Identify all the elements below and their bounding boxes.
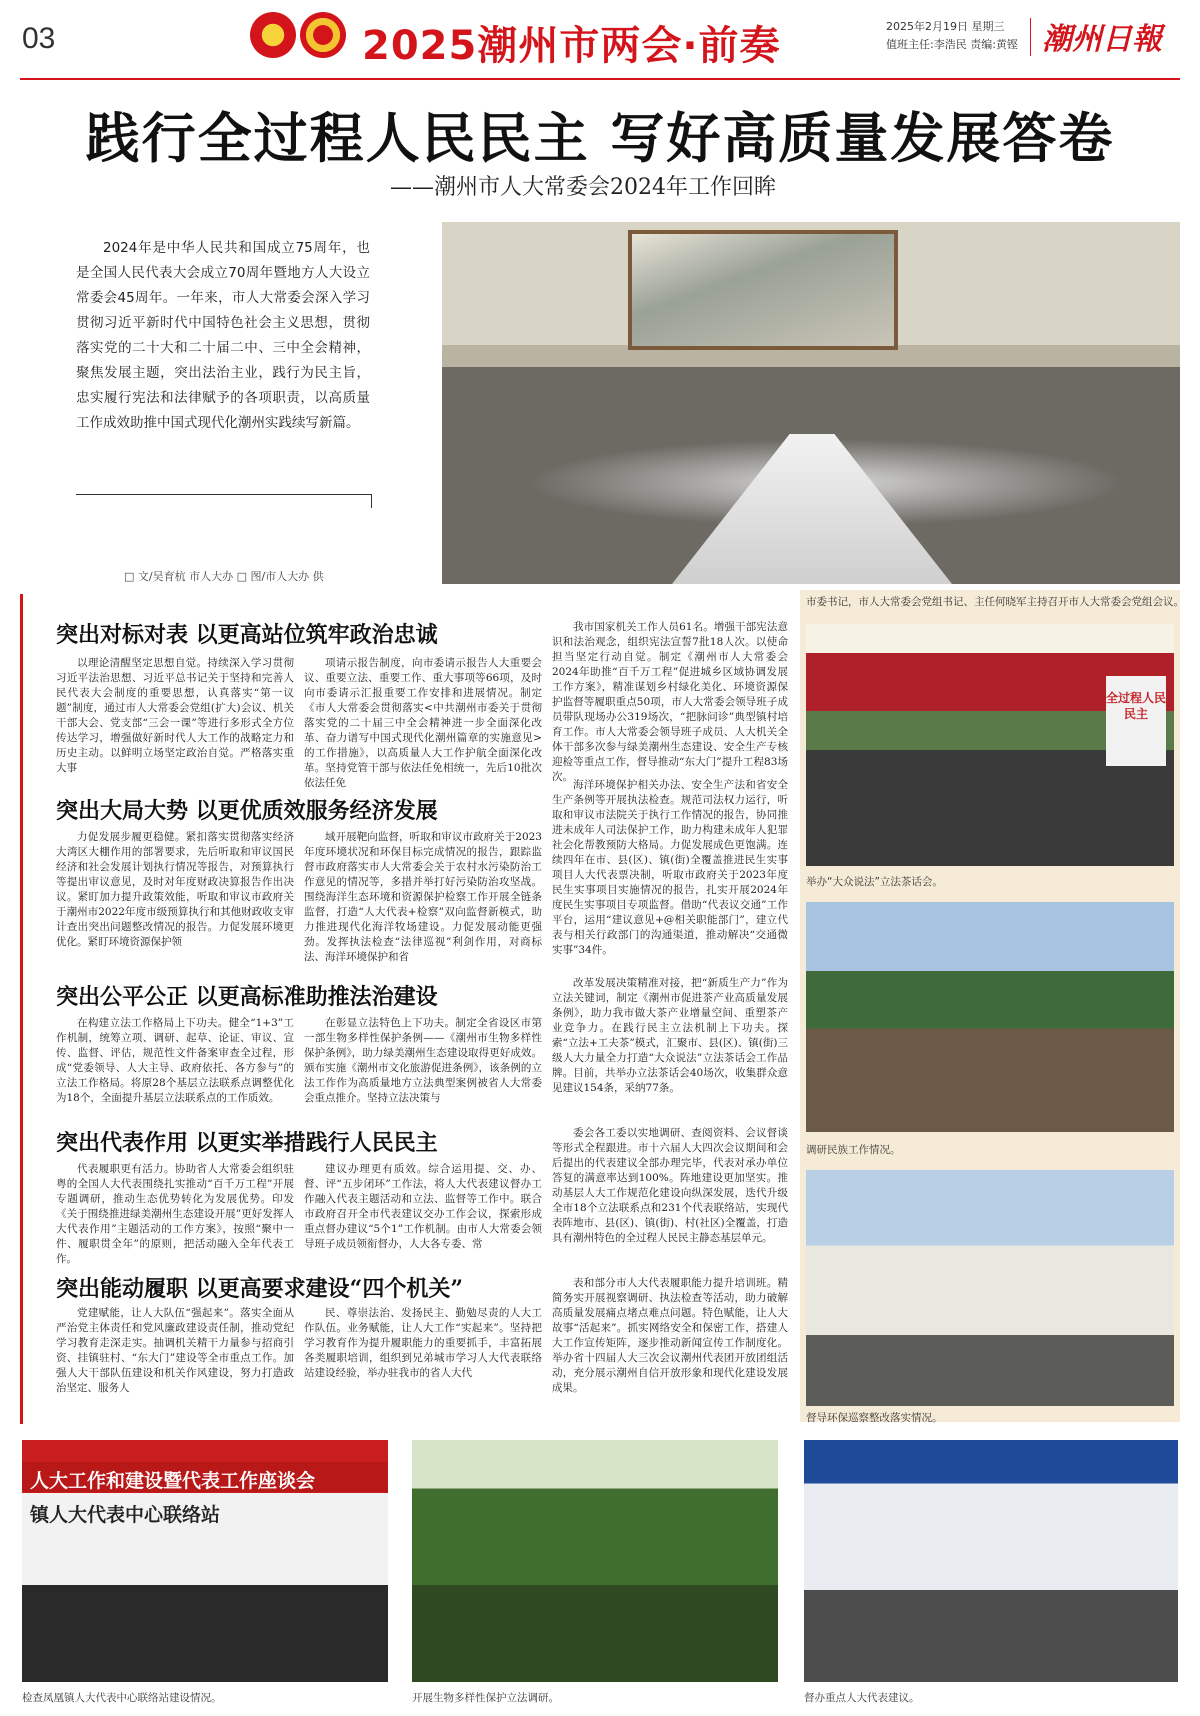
article-accent-bar bbox=[20, 594, 23, 1424]
landscape-painting bbox=[628, 230, 898, 350]
photo-deputy-suggestion bbox=[804, 1440, 1178, 1682]
national-emblem-icon bbox=[250, 12, 296, 58]
section-4-col-3: 委会各工委以实地调研、查阅资料、会议督谈等形式全程跟进。市十六届人大四次会议期间和会后提出的代表建议全部办理完毕，代表对承办单位答复的满意率达到100%。阵地建设更加坚实。推动基层人大工作规范化建设向纵深发展，迭代升级全市18个立法联系点和231个代表联络站，实现代表阵地市、县(区)、镇(街)、村(社区)全覆盖，打造具有潮州特色的全过程人民民主静态基层单元。 bbox=[552, 1127, 788, 1244]
caption-photo6: 督办重点人大代表建议。 bbox=[804, 1692, 920, 1704]
issue-editors: 值班主任:李浩民 责编:黄铿 bbox=[886, 38, 1018, 51]
section-5-col-2: 民、尊崇法治、发扬民主、勤勉尽责的人大工作队伍。业务赋能，让人大工作“实起来”。坚持把学习教育作为提升履职能力的重要抓手，丰富拓展各类履职培训，组织到兄弟城市学习人大代表联络站建设经验，举办驻我市的省人大代 bbox=[304, 1307, 542, 1379]
intro-frame-tick bbox=[371, 494, 372, 508]
photo-liaison-station bbox=[22, 1440, 388, 1682]
headline: 践行全过程人民民主 写好高质量发展答卷 bbox=[85, 106, 1115, 170]
photo-biodiversity bbox=[412, 1440, 778, 1682]
page-number: 03 bbox=[22, 22, 56, 55]
section-2-col-2: 域开展靶向监督，听取和审议市政府关于2023年度环境状况和环保目标完成情况的报告，跟踪监督市政府落实市人大常委会关于农村水污染防治工作意见的情况等，多措并举打好污染防治攻坚战。围绕海洋生态环境和资源保护检察工作开展全链条监督，打造“人大代表+检察”双向监督新模式，助力推进现代化海洋牧场建设。力促发展动能更强劲。发挥执法检查“法律巡视”利剑作用，对商标法、海洋环境保护和省 bbox=[304, 831, 542, 963]
photo-ethnic-survey bbox=[806, 902, 1174, 1132]
caption-photo2: 调研民族工作情况。 bbox=[806, 1144, 901, 1156]
photo4-board: 人大工作和建设暨代表工作座谈会 bbox=[22, 1462, 388, 1492]
section-3-title: 突出公平公正 以更高标准助推法治建设 bbox=[56, 984, 438, 1010]
section-4-col-2: 建议办理更有质效。综合运用提、交、办、督、评“五步闭环”工作法，将人大代表建议督办工作融入代表主题活动和立法、监督等工作中。联合市政府召开全市代表建议交办工作会议，探索形成重点督办建议“5个1”工作机制。由市人大常委会领导班子成员领衔督办，人大各专委、常 bbox=[304, 1163, 542, 1250]
caption-photo3: 督导环保巡察整改落实情况。 bbox=[806, 1412, 943, 1424]
section-1-col-1: 以理论清醒坚定思想自觉。持续深入学习贯彻习近平法治思想、习近平总书记关于坚持和完善人民代表大会制度的重要思想，认真落实“第一议题”制度，通过市人大常委会党组(扩大)会议、机关干部大会、党支部“三会一课”等进行多形式全方位传达学习，增强做好新时代人大工作的战略定力和历史主动。以鲜明立场坚定政治自觉。严格落实重大事 bbox=[56, 657, 294, 774]
photo1-banner: 全过程人民民主 bbox=[1106, 676, 1166, 766]
conference-table bbox=[672, 434, 952, 584]
photo4-board-sub: 镇人大代表中心联络站 bbox=[30, 1504, 221, 1526]
section-3-col-2: 在彰显立法特色上下功夫。制定全省设区市第一部生物多样性保护条例——《潮州市生物多样性保护条例》，助力绿美潮州生态建设取得更好成效。颁布实施《潮州市文化旅游促进条例》，该条例的立法工作作为高质量地方立法典型案例被省人大常委会重点推介。坚持立法决策与 bbox=[304, 1017, 542, 1104]
masthead-divider bbox=[1030, 18, 1031, 56]
caption-photo1: 举办“大众说法”立法茶话会。 bbox=[806, 876, 943, 888]
intro-paragraph: 2024年是中华人民共和国成立75周年，也是全国人民代表大会成立70周年暨地方人大设立常委会45周年。一年来，市人大常委会深入学习贯彻习近平新时代中国特色社会主义思想，贯彻落实党的二十大和二十届二中、三中全会精神，聚焦发展主题，突出法治主业，践行为民主旨，忠实履行宪法和法律赋予的各项职责，以高质量工作成效助推中国式现代化潮州实践续写新篇。 bbox=[76, 240, 370, 431]
byline: □ 文/吴育杭 市人大办 □ 图/市人大办 供 bbox=[124, 570, 324, 583]
issue-date: 2025年2月19日 星期三 bbox=[886, 20, 1005, 33]
section-3-col-1: 在构建立法工作格局上下功夫。健全“1+3”工作机制，统筹立项、调研、起草、论证、审议、宣传、监督、评估，规范性文件备案审查全过程，形成“党委领导、人大主导、政府依托、各方参与”的立法工作格局。将原28个基层立法联系点调整优化为18个，全面提升基层立法联系点的工作质效。 bbox=[56, 1017, 294, 1104]
masthead bbox=[0, 0, 1200, 88]
section-3-col-3: 改革发展决策精准对接，把“新质生产力”作为立法关键词，制定《潮州市促进茶产业高质量发展条例》，助力我市做大茶产业增量空间、重塑茶产业竞争力。在践行民主立法机制上下功夫。探索“立法+工夫茶”模式，汇聚市、县(区)、镇(街)三级人大力量全力打造“大众说法”立法茶话会工作品牌。目前，共举办立法茶话会40场次，收集群众意见建议154条，采纳77条。 bbox=[552, 977, 788, 1094]
section-4-title: 突出代表作用 以更实举措践行人民民主 bbox=[56, 1130, 438, 1156]
section-1-title: 突出对标对表 以更高站位筑牢政治忠诚 bbox=[56, 622, 438, 648]
subheadline: ——潮州市人大常委会2024年工作回眸 bbox=[390, 175, 776, 200]
photo-environment-inspection bbox=[806, 1170, 1174, 1406]
intro-frame-rule bbox=[76, 494, 372, 495]
section-5-title: 突出能动履职 以更高要求建设“四个机关” bbox=[56, 1276, 463, 1302]
section-2-col-1: 力促发展步履更稳健。紧扣落实贯彻落实经济大湾区大棚作用的部署要求，先后听取和审议国民经济和社会发展计划执行情况等报告，对预算执行等提出审议意见，及时对年度财政决算报告作出决议。紧盯加力提升政策效能，听取和审议市政府关于潮州市2022年度市级预算执行和其他财政收支审计查出突出问题整改情况的报告。力促发展环境更优化。紧盯环境资源保护领 bbox=[56, 831, 294, 948]
section-2-col-3: 海洋环境保护相关办法、安全生产法和省安全生产条例等开展执法检查。规范司法权力运行，听取和审议市法院关于执行工作情况的报告，协同推进未成年人司法保护工作，助力构建未成年人犯罪社会化帮教预防大格局。力促发展成色更饱满。连续四年在市、县(区)、镇(街)全覆盖推进民生实事项目人大代表票决制，听取市政府关于2023年度民生实事项目实施情况的报告，扎实开展2024年度民生实事项目专项监督。借助“代表议交通”工作平台，运用“建议意见+@相关职能部门”，建立代表与相关行政部门的沟通渠道，推动解决“交通微实事”34件。 bbox=[552, 779, 788, 956]
photo-law-tea-talk bbox=[806, 624, 1174, 866]
newspaper-logo: 潮州日報 bbox=[1042, 22, 1162, 57]
masthead-rule bbox=[20, 78, 1180, 80]
section-1-col-2: 项请示报告制度，向市委请示报告人大重要会议、重要立法、重要工作、重大事项等66项，及时向市委请示汇报重要工作安排和进展情况。制定《市人大常委会贯彻落实<中共潮州市委关于贯彻落实党的二十届三中全会精神进一步全面深化改革、奋力谱写中国式现代化潮州篇章的实施意见>的工作措施》，以高质量人大工作护航全面深化改革。坚持党管干部与依法任免相统一，先后10批次依法任免 bbox=[304, 657, 542, 789]
section-title: 2025潮州市两会·前奏 bbox=[362, 23, 781, 69]
section-5-col-1: 党建赋能，让人大队伍“强起来”。落实全面从严治党主体责任和党风廉政建设责任制，推动党纪学习教育走深走实。抽调机关精干力量参与招商引资、挂镇驻村、“东大门”建设等全市重点工作。加强人大干部队伍建设和机关作风建设，努力打造政治坚定、服务人 bbox=[56, 1307, 294, 1394]
cppcc-emblem-icon bbox=[300, 12, 346, 58]
section-5-col-3: 表和部分市人大代表履职能力提升培训班。精简务实开展视察调研、执法检查等活动，助力破解高质量发展痛点堵点难点问题。特色赋能，让人大故事“活起来”。抓实网络安全和保密工作，搭建人大工作宣传矩阵，逐步推动新闻宣传工作制度化。举办省十四届人大三次会议潮州代表团开放团组活动，充分展示潮州自信开放形象和现代化建设发展成果。 bbox=[552, 1277, 788, 1394]
issue-meta bbox=[886, 18, 1018, 54]
intro-box bbox=[76, 236, 372, 536]
caption-photo5: 开展生物多样性保护立法调研。 bbox=[412, 1692, 559, 1704]
caption-main-photo: 市委书记，市人大常委会党组书记、主任何晓军主持召开市人大常委会党组会议。 bbox=[806, 596, 1184, 608]
caption-photo4: 检查凤凰镇人大代表中心联络站建设情况。 bbox=[22, 1692, 222, 1704]
section-2-title: 突出大局大势 以更优质效服务经济发展 bbox=[56, 798, 438, 824]
section-4-col-1: 代表履职更有活力。协助省人大常委会组织驻粤的全国人大代表围绕扎实推动“百千万工程”开展专题调研，推动生态优势转化为发展优势。印发《关于围绕推进绿美潮州生态建设开展”更好发挥人大代表作用”主题活动的工作方案》，按照“聚中一件、履职贯全年”的原则，把活动融入全年代表工作。 bbox=[56, 1163, 294, 1265]
photo-meeting bbox=[442, 222, 1180, 584]
section-1-col-3: 我市国家机关工作人员61名。增强干部宪法意识和法治观念，组织宪法宣誓7批18人次。以使命担当坚定行动自觉。制定《潮州市人大常委会2024年助推“百千万工程”促进城乡区域协调发展工作方案》，精准谋划乡村绿化美化、环境资源保护监督等履职重点50项，市人大常委会领导班子成员带队现场办公319场次，“把脉问诊”典型镇村培育工作。市人大常委会领导班子成员、人大机关全体干部多次参与绿美潮州生态建设、安全生产专核迎检等重点工作，督导推动“东大门”提升工程83场次。 bbox=[552, 621, 788, 783]
